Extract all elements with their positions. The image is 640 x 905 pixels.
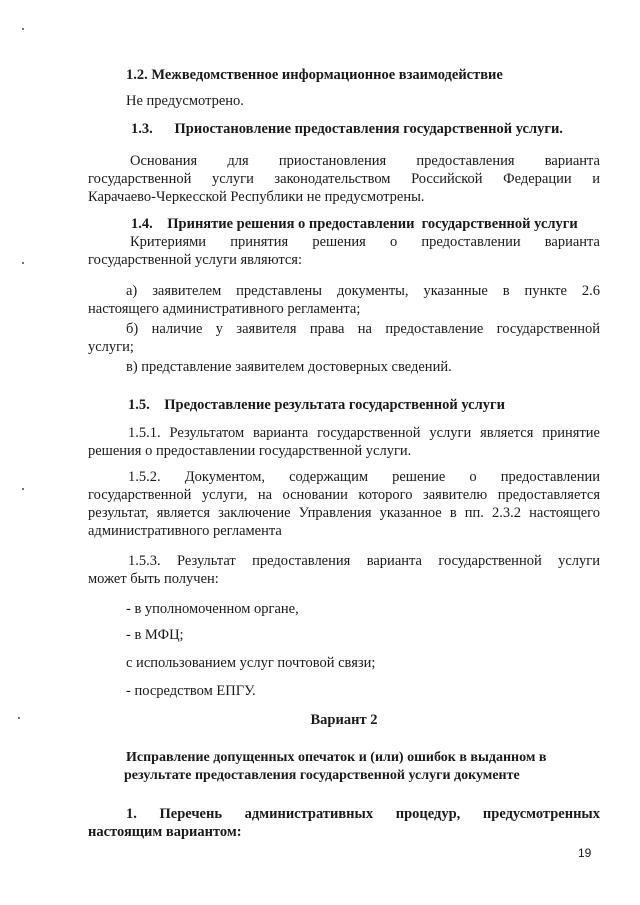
- section-1-4-heading: 1.4. Принятие решения о предоставлении государственной услуги: [131, 216, 578, 232]
- scan-margin-mark: [22, 262, 24, 264]
- section-1-3-heading: 1.3. Приостановление предоставления государственной услуги.: [131, 121, 563, 137]
- result-channel-item: с использованием услуг почтовой связи;: [126, 655, 376, 671]
- variant-heading-line: результате предоставления государственной услуги документе: [124, 768, 520, 783]
- procedures-list-heading: настоящим вариантом:: [88, 824, 242, 840]
- section-1-5-3-line: может быть получен:: [88, 571, 219, 587]
- section-1-5-2-line: результат, является заключение Управления указанное в пп. 2.3.2 настоящего: [88, 505, 600, 521]
- section-1-5-2-line: 1.5.2. Документом, содержащим решение о предоставлении: [128, 469, 600, 485]
- procedures-list-heading: 1. Перечень административных процедур, предусмотренных: [126, 806, 600, 822]
- result-channel-item: - посредством ЕПГУ.: [126, 683, 256, 699]
- section-1-5-heading: 1.5. Предоставление результата государственной услуги: [128, 397, 505, 413]
- result-channel-item: - в уполномоченном органе,: [126, 601, 299, 617]
- scan-margin-mark: [22, 488, 24, 490]
- section-1-5-1-line: 1.5.1. Результатом варианта государственной услуги является принятие: [128, 425, 600, 441]
- section-1-2-text: Не предусмотрено.: [126, 93, 244, 109]
- section-1-2-heading: 1.2. Межведомственное информационное взаимодействие: [126, 67, 503, 83]
- section-1-3-line: государственной услуги законодательством Российской Федерации и: [88, 171, 600, 187]
- section-1-4-line: Критериями принятия решения о предоставлении варианта: [130, 234, 600, 250]
- page-number: 19: [578, 846, 592, 860]
- section-1-3-line: Карачаево-Черкесской Республики не предусмотрены.: [88, 189, 425, 205]
- variant-heading-line: Исправление допущенных опечаток и (или) ошибок в выданном в: [126, 750, 547, 765]
- section-1-4-line: государственной услуги являются:: [88, 252, 302, 268]
- section-1-4-line: услуги;: [88, 339, 134, 355]
- section-1-4-line: б) наличие у заявителя права на предоставление государственной: [126, 321, 600, 337]
- variant-title: Вариант 2: [310, 712, 378, 728]
- section-1-5-2-line: государственной услуги, на основании которого заявителю предоставляется: [88, 487, 600, 503]
- section-1-5-2-line: административного регламента: [88, 523, 282, 539]
- section-1-4-line: а) заявителем представлены документы, указанные в пункте 2.6: [126, 283, 600, 299]
- section-1-4-line: в) представление заявителем достоверных сведений.: [126, 359, 452, 375]
- result-channel-item: - в МФЦ;: [126, 627, 184, 643]
- section-1-5-1-line: решения о предоставлении государственной услуги.: [88, 443, 412, 459]
- scan-margin-mark: [18, 717, 20, 719]
- section-1-5-3-line: 1.5.3. Результат предоставления варианта государственной услуги: [128, 553, 600, 569]
- section-1-3-line: Основания для приостановления предоставления варианта: [130, 153, 600, 169]
- section-1-4-line: настоящего административного регламента;: [88, 301, 361, 317]
- scan-margin-mark: [22, 28, 24, 30]
